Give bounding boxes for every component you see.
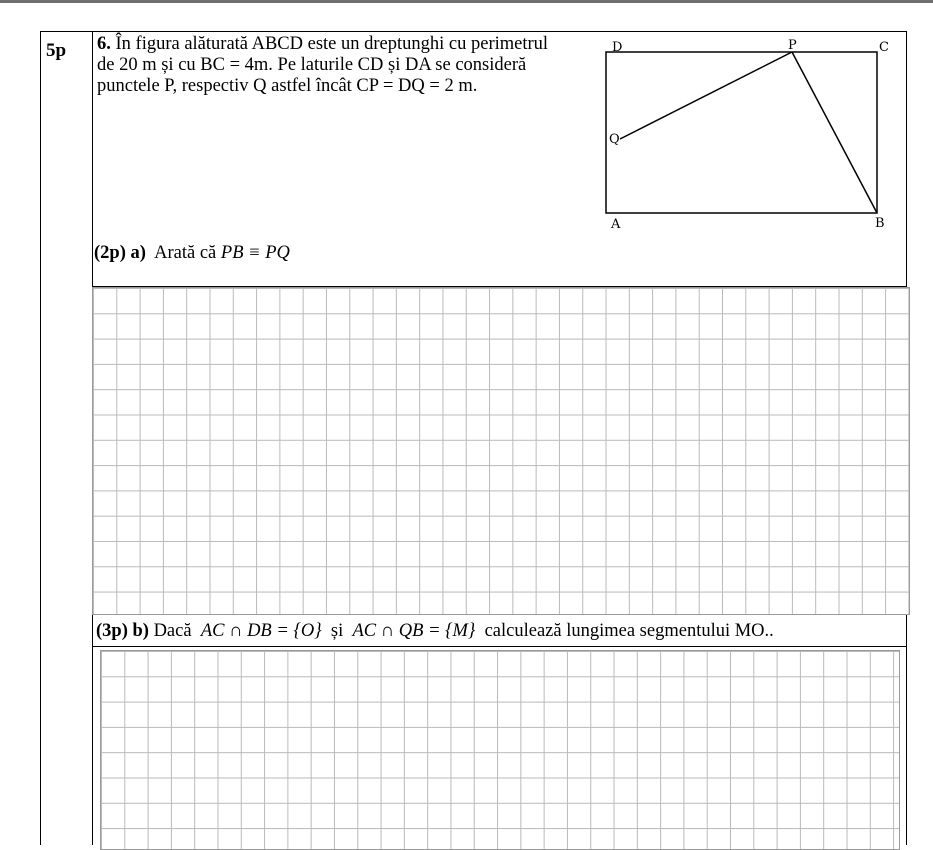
- problem-line-3: punctele P, respectiv Q astfel încât CP = DQ = 2 m.: [97, 76, 478, 96]
- label-q: Q: [609, 132, 620, 147]
- part-a-math: PB ≡ PQ: [220, 243, 290, 263]
- part-b-points: (3p) b): [96, 621, 149, 641]
- row-divider-b: [92, 646, 907, 647]
- part-b-math-2: AC ∩ QB = {M}: [352, 621, 476, 641]
- part-b-text-3: calculează lungimea segmentului MO..: [484, 621, 774, 641]
- label-c: C: [879, 40, 889, 55]
- part-a-text: Arată că: [154, 243, 217, 263]
- part-b-math-1: AC ∩ DB = {O}: [200, 621, 322, 641]
- rectangle-abcd: [606, 52, 877, 213]
- problem-line-2: de 20 m și cu BC = 4m. Pe laturile CD și DA se consideră: [97, 55, 527, 75]
- problem-line-1: În figura alăturată ABCD este un dreptunghi cu perimetrul: [110, 34, 549, 54]
- segment-pb: [792, 52, 877, 213]
- label-b: B: [875, 216, 885, 231]
- segment-pq: [620, 52, 792, 139]
- problem-statement: [97, 34, 609, 97]
- table-top-border: [40, 31, 907, 32]
- points-label: 5p: [46, 40, 67, 61]
- answer-grid-a[interactable]: [92, 287, 910, 615]
- part-b-question: [96, 621, 774, 642]
- label-p: P: [788, 38, 797, 53]
- part-a-points: (2p) a): [94, 243, 146, 263]
- rectangle-figure: [596, 34, 906, 234]
- top-rule: [0, 0, 933, 3]
- label-d: D: [612, 40, 623, 55]
- part-b-text-1: Dacă: [153, 621, 192, 641]
- part-a-question: [94, 243, 290, 264]
- part-b-text-2: și: [330, 621, 344, 641]
- problem-number: 6.: [97, 34, 111, 54]
- answer-grid-b[interactable]: [100, 650, 900, 850]
- label-a: A: [611, 217, 621, 232]
- table-left-border: [40, 31, 41, 845]
